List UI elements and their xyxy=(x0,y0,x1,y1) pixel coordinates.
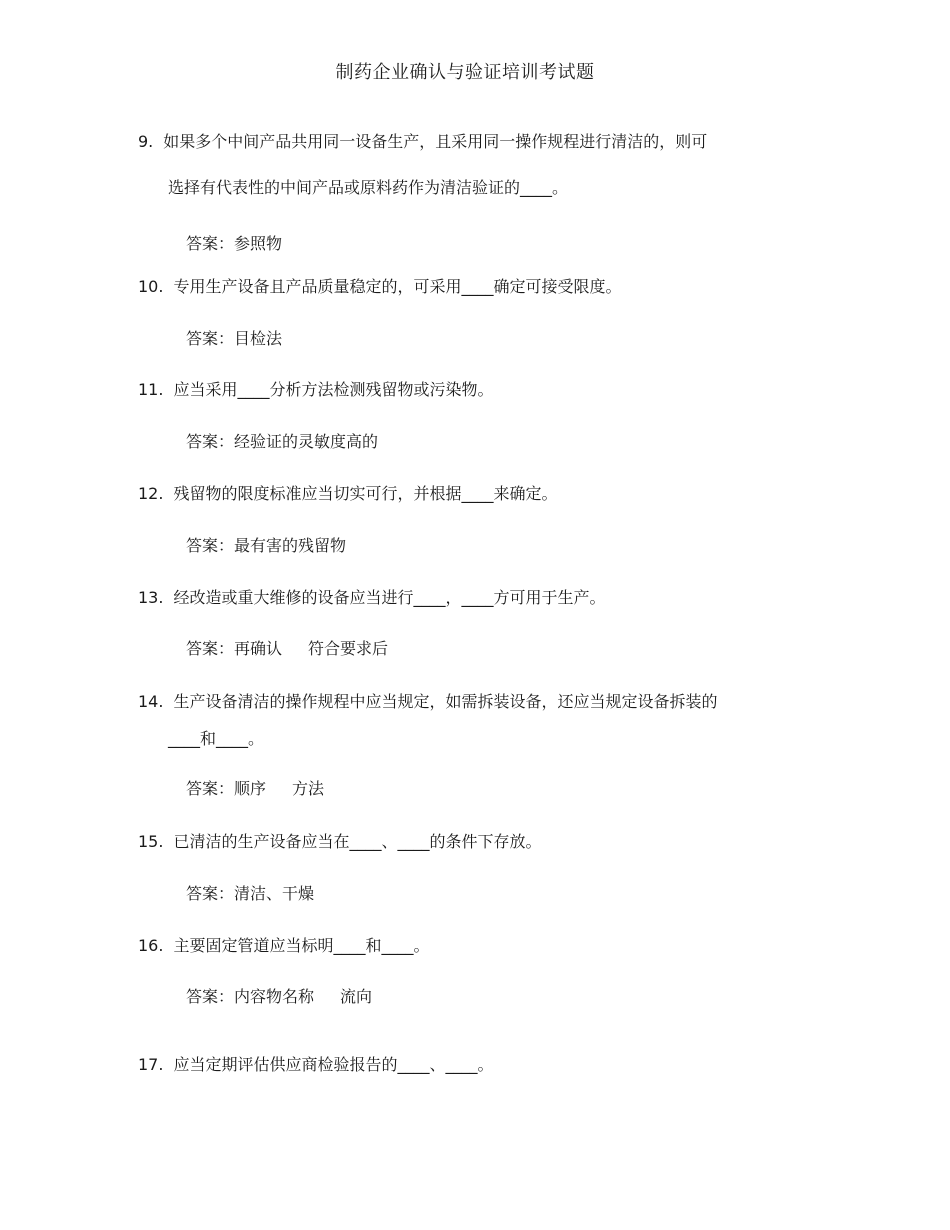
question-number: 12. xyxy=(138,484,164,503)
question-text: 生产设备清洁的操作规程中应当规定，如需拆装设备，还应当规定设备拆装的 xyxy=(173,692,718,711)
question-13 xyxy=(138,587,605,609)
question-text: 主要固定管道应当标明____和____。 xyxy=(173,936,430,955)
question-12 xyxy=(138,483,557,505)
answer-text-2: 符合要求后 xyxy=(308,639,389,658)
answer-13 xyxy=(186,638,388,660)
question-number: 10. xyxy=(138,277,164,296)
question-number: 11. xyxy=(138,380,164,399)
question-17 xyxy=(138,1054,493,1076)
question-number: 15. xyxy=(138,832,164,851)
answer-12: 答案：最有害的残留物 xyxy=(186,536,347,555)
question-number: 17. xyxy=(138,1055,164,1074)
question-11 xyxy=(138,379,493,401)
answer-text: 答案：再确认 xyxy=(186,639,283,658)
answer-16 xyxy=(186,986,372,1008)
question-text: 已清洁的生产设备应当在____、____的条件下存放。 xyxy=(173,832,542,851)
question-text: 专用生产设备且产品质量稳定的，可采用____确定可接受限度。 xyxy=(173,277,622,296)
answer-9: 答案：参照物 xyxy=(186,234,283,253)
question-text: 应当定期评估供应商检验报告的____、____。 xyxy=(173,1055,494,1074)
question-number: 16. xyxy=(138,936,164,955)
question-14-continuation: ____和____。 xyxy=(168,729,265,748)
question-14 xyxy=(138,691,717,713)
question-16 xyxy=(138,935,429,957)
question-text: 应当采用____分析方法检测残留物或污染物。 xyxy=(173,380,494,399)
question-15 xyxy=(138,831,541,853)
question-number: 9. xyxy=(138,132,154,151)
question-number: 13. xyxy=(138,588,164,607)
question-text: 残留物的限度标准应当切实可行，并根据____来确定。 xyxy=(173,484,558,503)
question-9-continuation: 选择有代表性的中间产品或原料药作为清洁验证的____。 xyxy=(168,178,569,197)
question-number: 14. xyxy=(138,692,164,711)
answer-text: 答案：内容物名称 xyxy=(186,987,315,1006)
answer-text-2: 方法 xyxy=(292,779,325,798)
question-9 xyxy=(138,131,707,153)
question-10 xyxy=(138,276,621,298)
question-text: 经改造或重大维修的设备应当进行____，____方可用于生产。 xyxy=(173,588,606,607)
answer-text: 答案：顺序 xyxy=(186,779,267,798)
answer-10: 答案：目检法 xyxy=(186,329,283,348)
answer-15: 答案：清洁、干燥 xyxy=(186,884,315,903)
answer-11: 答案：经验证的灵敏度高的 xyxy=(186,432,379,451)
question-text: 如果多个中间产品共用同一设备生产，且采用同一操作规程进行清洁的，则可 xyxy=(163,132,708,151)
page-title: 制药企业确认与验证培训考试题 xyxy=(335,62,595,83)
answer-14 xyxy=(186,778,324,800)
answer-text-2: 流向 xyxy=(340,987,373,1006)
